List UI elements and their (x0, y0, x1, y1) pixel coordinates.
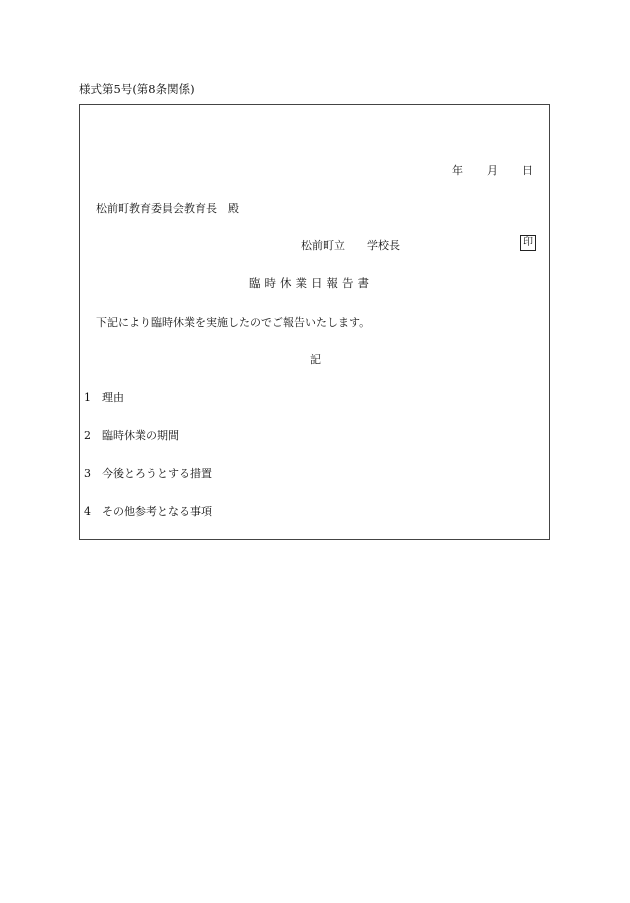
item-label: 今後とろうとする措置 (102, 467, 212, 480)
form-label: 様式第5号(第8条関係) (79, 82, 195, 96)
list-item (84, 503, 212, 519)
sender (301, 237, 400, 253)
list-item (84, 465, 212, 481)
document-title: 臨時休業日報告書 (249, 276, 373, 290)
ki-heading: 記 (310, 353, 321, 366)
date-day: 日 (522, 164, 533, 177)
date-month: 月 (487, 164, 498, 177)
intro-text: 下記により臨時休業を実施したのでご報告いたします。 (96, 316, 371, 329)
addressee: 松前町教育委員会教育長 殿 (96, 202, 239, 215)
date-year: 年 (452, 164, 463, 177)
item-number: 4 (84, 505, 91, 518)
sender-prefix: 松前町立 (301, 239, 345, 252)
item-number: 1 (84, 391, 91, 404)
item-label: 理由 (102, 391, 124, 404)
list-item (84, 427, 179, 443)
item-number: 2 (84, 429, 91, 442)
date-line (452, 162, 533, 178)
list-item (84, 389, 124, 405)
seal-mark: 印 (520, 235, 536, 251)
sender-suffix: 学校長 (367, 239, 400, 252)
item-label: 臨時休業の期間 (102, 429, 179, 442)
item-label: その他参考となる事項 (102, 505, 212, 518)
item-number: 3 (84, 467, 91, 480)
